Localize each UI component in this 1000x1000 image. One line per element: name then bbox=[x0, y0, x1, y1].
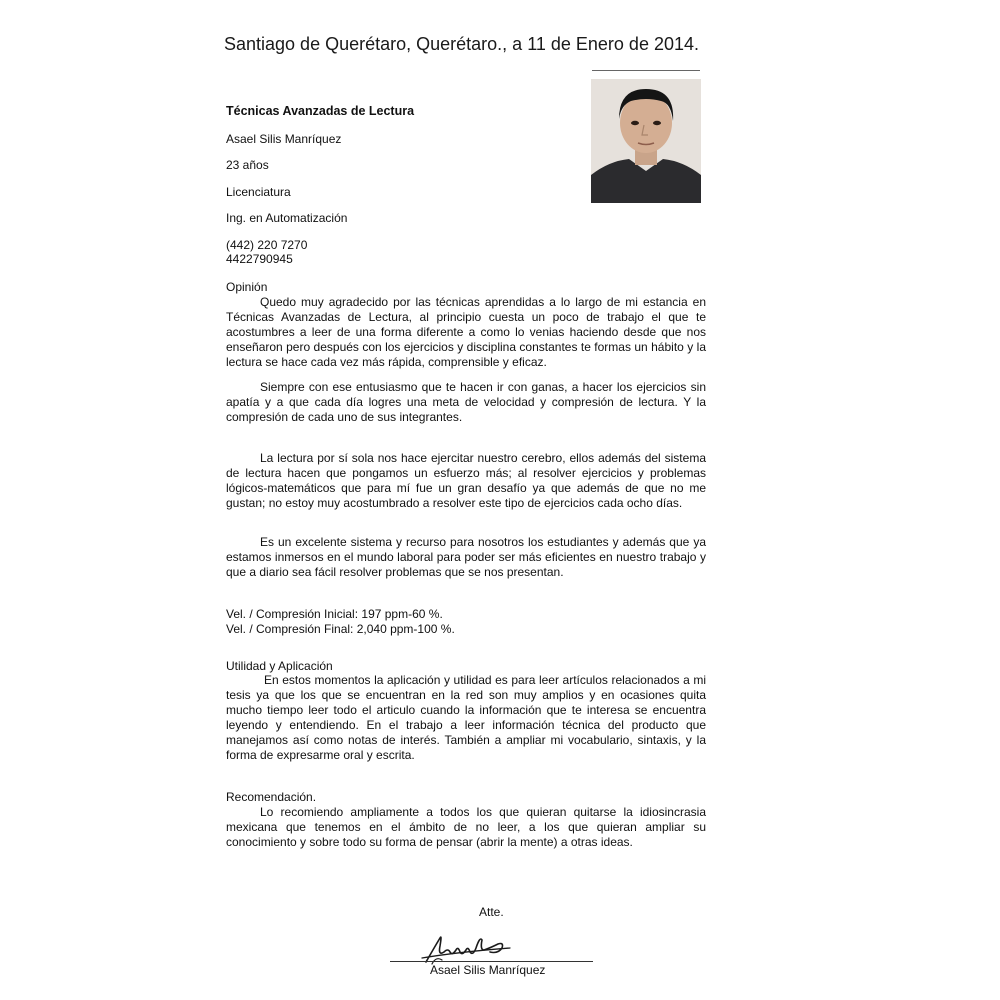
student-age: 23 años bbox=[226, 158, 269, 172]
header-divider bbox=[592, 70, 700, 71]
opinion-paragraph-2: Siempre con ese entusiasmo que te hacen ir con ganas, a hacer los ejercicios sin apatía y a que cada día logres una meta de velocidad y compresión de lectura. Y la compresión de cada uno de sus integrantes. bbox=[226, 380, 706, 424]
phone-secondary: 4422790945 bbox=[226, 252, 293, 266]
student-name: Asael Silis Manríquez bbox=[226, 132, 342, 146]
degree-level: Licenciatura bbox=[226, 185, 291, 199]
field-of-study: Ing. en Automatización bbox=[226, 211, 348, 225]
closing-atte: Atte. bbox=[479, 905, 504, 919]
date-line: Santiago de Querétaro, Querétaro., a 11 de Enero de 2014. bbox=[224, 34, 699, 54]
speed-final: Vel. / Compresión Final: 2,040 ppm-100 %. bbox=[226, 622, 455, 636]
student-photo bbox=[591, 79, 701, 203]
recommendation-heading: Recomendación. bbox=[226, 790, 317, 804]
course-title: Técnicas Avanzadas de Lectura bbox=[226, 104, 415, 118]
signature-line bbox=[390, 961, 593, 962]
utility-heading: Utilidad y Aplicación bbox=[226, 659, 333, 673]
signature-name: Asael Silis Manríquez bbox=[430, 963, 546, 977]
opinion-heading: Opinión bbox=[226, 280, 268, 294]
phone-primary: (442) 220 7270 bbox=[226, 238, 308, 252]
opinion-paragraph-1: Quedo muy agradecido por las técnicas aprendidas a lo largo de mi estancia en Técnicas Avanzadas de Lectura, al principio cuesta un poco de trabajo el que te acostumbres a leer de una forma diferente a como lo venias haciendo desde que nos enseñaron pero después con los ejercicios y disciplina constantes te formas un hábito y la lectura se hace cada vez más rápida, comprensible y eficaz. bbox=[226, 295, 706, 369]
speed-initial: Vel. / Compresión Inicial: 197 ppm-60 %. bbox=[226, 607, 443, 621]
recommendation-paragraph: Lo recomiendo ampliamente a todos los que quieran quitarse la idiosincrasia mexicana que tenemos en el ámbito de no leer, a los que quieran ampliar su conocimiento y sobre todo su forma de pensar (abrir la mente) a otras ideas. bbox=[226, 805, 706, 849]
utility-paragraph: En estos momentos la aplicación y utilidad es para leer artículos relacionados a mi tesis ya que los que se encuentran en la red son muy amplios y en ocasiones quita mucho tiempo leer todo el articulo cuando la información que te interesa se encuentra leyendo y entendiendo. En el trabajo a leer información técnica del producto que manejamos así como notas de interés. También a ampliar mi vocabulario, sintaxis, y la forma de expresarme oral y escrita. bbox=[226, 673, 706, 762]
opinion-paragraph-3: La lectura por sí sola nos hace ejercitar nuestro cerebro, ellos además del sistema de lectura hacen que pongamos un esfuerzo más; al resolver ejercicios y problemas lógicos-matemáticos que para mí fue un gran desafío ya que además de que no me gustan; no estoy muy acostumbrado a resolver este tipo de ejercicios cada ocho días. bbox=[226, 451, 706, 510]
opinion-paragraph-4: Es un excelente sistema y recurso para nosotros los estudiantes y además que ya estamos inmersos en el mundo laboral para poder ser más eficientes en nuestro trabajo y que a diario sea fácil resolver problemas que se nos presentan. bbox=[226, 535, 706, 579]
